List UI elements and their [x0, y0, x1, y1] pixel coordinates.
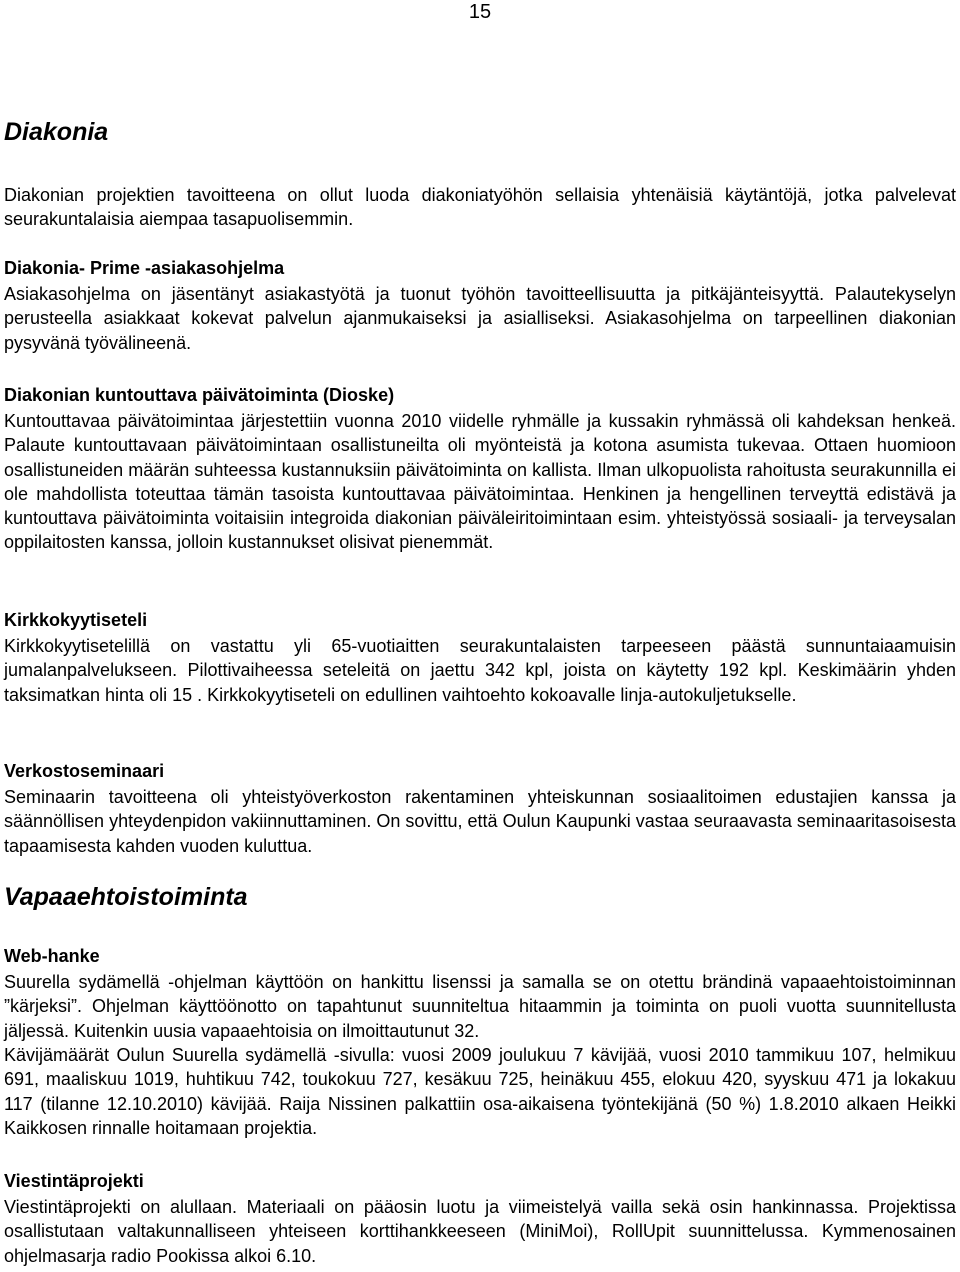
heading-viestintaprojekti: Viestintäprojekti — [4, 1171, 144, 1191]
paragraph-viestintaprojekti: Viestintäprojekti on alullaan. Materiaali on pääosin luotu ja viimeistelyä vailla sekä osin hankinnassa. Projektissa osallistutaan valtakunnalliseen yhteiseen korttihankkeeseen (MiniMoi), RollUpit suunnittelussa. Kymmenosainen ohjelmasarja radio Pookissa alkoi 6.10. — [4, 1197, 956, 1266]
diakonia-intro: Diakonian projektien tavoitteena on ollut luoda diakoniatyöhön sellaisia yhtenäisiä käytäntöjä, jotka palvelevat seurakuntalaisia aiempaa tasapuolisemmin. — [4, 185, 956, 230]
paragraph-verkostoseminaari: Seminaarin tavoitteena oli yhteistyöverkoston rakentaminen yhteiskunnan sosiaalitoimen edustajien kanssa ja säännöllisen yhteydenpidon vakiinnuttaminen. On sovittu, että Oulun Kaupunki vastaa seuraavasta seminaaritasoisesta tapaamisesta kahden vuoden kuluttua. — [4, 787, 956, 856]
page-number: 15 — [468, 1, 492, 23]
heading-dioske: Diakonian kuntouttava päivätoiminta (Dioske) — [4, 385, 395, 405]
paragraph-webhanke-2: Kävijämäärät Oulun Suurella sydämellä -sivulla: vuosi 2009 joulukuu 7 kävijää, vuosi 2010 tammikuu 107, helmikuu 691, maaliskuu 1019, huhtikuu 742, toukokuu 727, kesäkuu 725, heinäkuu 455, elokuu 420, syyskuu 471 ja lokakuu 117 (tilanne 12.10.2010) kävijää. Raija Nissinen palkattiin osa-aikaisena työntekijänä (50 %) 1.8.2010 alkaen Heikki Kaikkosen rinnalle hoitamaan projektia. — [4, 1045, 956, 1138]
section-title-diakonia: Diakonia — [4, 118, 109, 146]
heading-kirkkokyytiseteli: Kirkkokyytiseteli — [4, 610, 148, 630]
heading-verkostoseminaari: Verkostoseminaari — [4, 761, 165, 781]
paragraph-kirkkokyytiseteli: Kirkkokyytisetelillä on vastattu yli 65-vuotiaitten seurakuntalaisten tarpeeseen päästä sunnuntaiaamuisin jumalanpalvelukseen. Pilottivaiheessa seteleitä on jaettu 342 kpl, joista on käytetty 192 kpl. Keskimäärin yhden taksimatkan hinta oli 15 . Kirkkokyytiseteli on edullinen vaihtoehto kokoavalle linja-autokuljetukselle. — [4, 636, 956, 705]
heading-prime: Diakonia- Prime -asiakasohjelma — [4, 258, 285, 278]
heading-webhanke: Web-hanke — [4, 946, 100, 966]
paragraph-webhanke-1: Suurella sydämellä -ohjelman käyttöön on hankittu lisenssi ja samalla se on otettu brändinä vapaaehtoistoiminnan ”kärjeksi”. Ohjelman käyttöönotto on tapahtunut suunniteltua hitaammin ja toiminta on puoli vuotta suunnitellusta jäljessä. Kuitenkin uusia vapaaehtoisia on ilmoittautunut 32. — [4, 972, 956, 1041]
paragraph-prime: Asiakasohjelma on jäsentänyt asiakastyötä ja tuonut työhön tavoitteellisuutta ja pitkäjänteisyyttä. Palautekyselyn perusteella asiakkaat kokevat palvelun ajanmukaiseksi ja asialliseksi. Asiakasohjelma on tarpeellinen diakonian pysyvänä työvälineenä. — [4, 284, 956, 353]
paragraph-dioske: Kuntouttavaa päivätoimintaa järjestettiin vuonna 2010 viidelle ryhmälle ja kussakin ryhmässä oli kahdeksan henkeä. Palaute kuntouttavaan päivätoimintaan osallistuneilta oli myönteistä ja kotona asumista tukevaa. Ottaen huomioon osallistuneiden määrän suhteessa kustannuksiin päivätoiminta on kallista. Ilman ulkopuolista rahoitusta seurakunnilla ei ole mahdollista toteuttaa tämän tasoista kuntouttavaa päivätoimintaa. Henkinen ja hengellinen terveyttä edistävä ja kuntouttava päivätoiminta voitaisiin integroida diakonian päiväleiritoimintaan esim. yhteistyössä sosiaali- ja terveysalan oppilaitosten kanssa, jolloin kustannukset olisivat pienemmät. — [4, 411, 956, 553]
section-title-vapaaehtoistoiminta: Vapaaehtoistoiminta — [4, 883, 248, 911]
